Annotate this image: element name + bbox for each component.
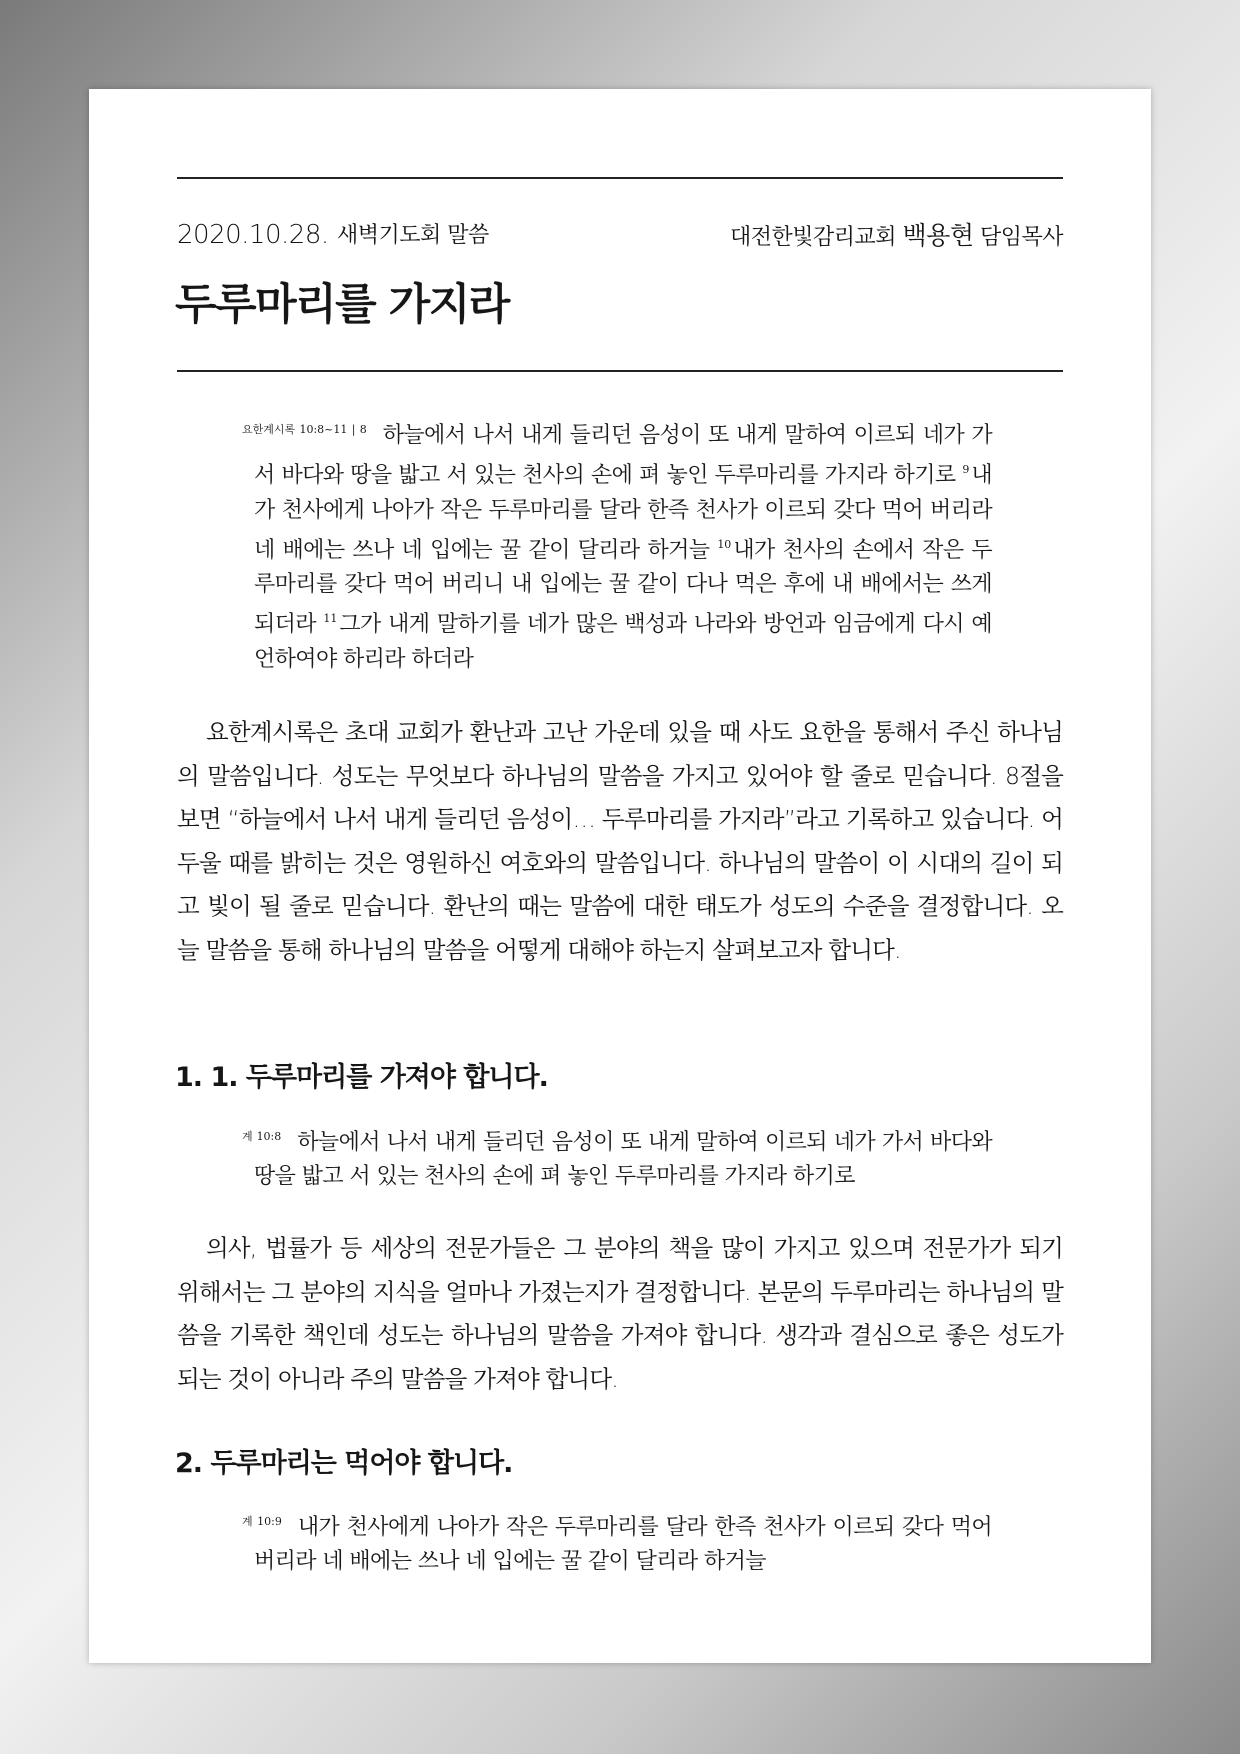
church-name: 대전한빛감리교회 bbox=[730, 225, 897, 250]
verse-number-11: 11 bbox=[323, 612, 338, 626]
verse-number-9: 9 bbox=[962, 463, 970, 477]
section-2-verse-ref: 계 10:9 bbox=[242, 1515, 282, 1528]
document-page bbox=[89, 89, 1151, 1663]
verse-10-text: 내가 천사의 손에서 작은 두루마리를 갖다 먹어 버리니 내 입에는 꿀 같이 다나 먹은 후에 내 배에서는 쓰게 되더라 bbox=[254, 537, 992, 638]
section-2-verse bbox=[242, 1505, 992, 1580]
header-top-rule bbox=[177, 177, 1063, 179]
intro-paragraph: 요한계시록은 초대 교회가 환난과 고난 가운데 있을 때 사도 요한을 통해서 주신 하나님의 말씀입니다. 성도는 무엇보다 하나님의 말씀을 가지고 있어야 할 줄로 믿습니다. 8절을 보면 “하늘에서 나서 내게 들리던 음성이… 두루마리를 가지라”라고 기록하고 있습니다. 어두울 때를 밝히는 것은 영원하신 여호와의 말씀입니다. 하나님의 말씀이 이 시대의 길이 되고 빛이 될 줄로 믿습니다. 환난의 때는 말씀에 대한 태도가 성도의 수준을 결정합니다. 오늘 말씀을 통해 하나님의 말씀을 어떻게 대해야 하는지 살펴보고자 합니다. bbox=[177, 718, 1063, 964]
verse-9-text: 내가 천사에게 나아가 작은 두루마리를 달라 한즉 천사가 이르되 갖다 먹어 버리라 네 배에는 쓰나 네 입에는 꿀 같이 달리라 하거늘 bbox=[254, 463, 993, 563]
section-1-verse-text: 하늘에서 나서 내게 들리던 음성이 또 내게 말하여 이르되 네가 가서 바다와 땅을 밟고 서 있는 천사의 손에 펴 놓인 두루마리를 가지라 하기로 bbox=[254, 1130, 992, 1190]
section-2-heading: 2. 두루마리는 먹어야 합니다. bbox=[175, 1448, 513, 1479]
section-1-verse bbox=[242, 1120, 992, 1195]
section-1-body: 의사, 법률가 등 세상의 전문가들은 그 분야의 책을 많이 가지고 있으며 전문가가 되기 위해서는 그 분야의 지식을 얼마나 가졌는지가 결정합니다. 본문의 두루마리는 하나님의 말씀을 기록한 책인데 성도는 하나님의 말씀을 가져야 합니다. 생각과 결심으로 좋은 성도가 되는 것이 아니라 주의 말씀을 가져야 합니다. bbox=[177, 1234, 1063, 1393]
scripture-reference: 요한계시록 10:8~11 | 8 bbox=[242, 423, 367, 436]
pastor-title: 담임목사 bbox=[979, 225, 1063, 250]
pastor-name: 백용현 bbox=[902, 221, 974, 250]
verse-11-text: 그가 내게 말하기를 네가 많은 백성과 나라와 방언과 임금에게 다시 예언하여야 하리라 하더라 bbox=[254, 612, 992, 672]
verse-number-10: 10 bbox=[717, 537, 732, 551]
preacher-info bbox=[730, 219, 1063, 255]
sermon-meta bbox=[177, 218, 1063, 252]
header-bottom-rule bbox=[177, 370, 1063, 372]
section-1-verse-ref: 계 10:8 bbox=[242, 1130, 282, 1143]
sermon-date: 2020.10.28. bbox=[177, 220, 329, 250]
sermon-title: 두루마리를 가지라 bbox=[175, 280, 509, 330]
section-2-verse-text: 내가 천사에게 나아가 작은 두루마리를 달라 한즉 천사가 이르되 갖다 먹어 버리라 네 배에는 쓰나 네 입에는 꿀 같이 달리라 하거늘 bbox=[254, 1515, 992, 1575]
service-name: 새벽기도회 말씀 bbox=[337, 223, 489, 248]
verse-8-text: 하늘에서 나서 내게 들리던 음성이 또 내게 말하여 이르되 네가 가서 바다와 땅을 밟고 서 있는 천사의 손에 펴 놓인 두루마리를 가지라 하기로 bbox=[254, 423, 992, 489]
scripture-passage bbox=[242, 413, 993, 677]
section-1-heading: 1. 1. 두루마리를 가져야 합니다. bbox=[175, 1062, 548, 1093]
